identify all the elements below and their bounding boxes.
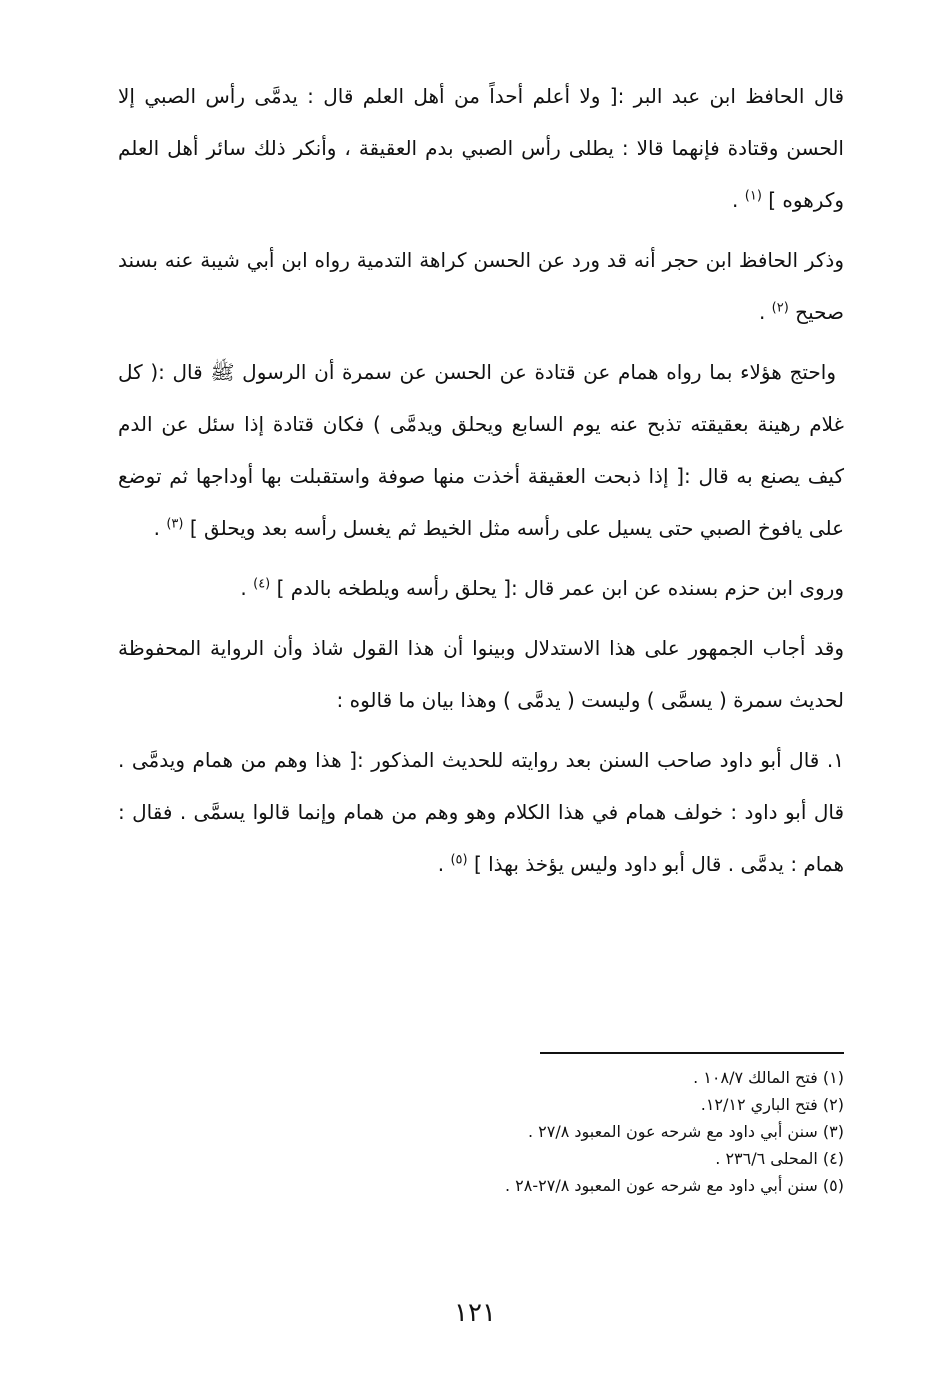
footnote-2: (٢) فتح الباري ١٢/١٢. (700, 1095, 844, 1114)
main-text (118, 70, 844, 898)
page-number: ١٢١ (454, 1298, 496, 1328)
paragraph-1-end: . (732, 188, 739, 212)
footnote-ref-2: (٢) (771, 300, 789, 316)
paragraph-6-end: . (437, 852, 445, 876)
footnote-ref-1: (١) (744, 188, 762, 204)
paragraph-6 (118, 734, 844, 890)
footnote-4: (٤) المحلى ٢٣٦/٦ . (715, 1149, 844, 1168)
footnotes (244, 1064, 844, 1199)
paragraph-1-text: قال الحافظ ابن عبد البر :[ ولا أعلم أحداً من أهل العلم قال : يدمَّى رأس الصبي إلا الحسن وقتادة فإنهما قالا : يطلى رأس الصبي بدم العقيقة ، وأنكر ذلك سائر أهل العلم وكرهوه ] (118, 84, 844, 212)
paragraph-5-text: وقد أجاب الجمهور على هذا الاستدلال وبينوا أن هذا القول شاذ وأن الرواية المحفوظة لحديث سمرة ( يسمَّى ) وليست ( يدمَّى ) وهذا بيان ما قالوه : (118, 636, 844, 712)
footnote-5: (٥) سنن أبي داود مع شرحه عون المعبود ٢٧/٨-٢٨ . (504, 1176, 844, 1195)
paragraph-2-end: . (758, 300, 766, 324)
footnote-divider (540, 1052, 844, 1054)
footnote-3: (٣) سنن أبي داود مع شرحه عون المعبود ٢٧/٨ . (527, 1122, 844, 1141)
paragraph-3 (118, 346, 844, 554)
footnote-1: (١) فتح المالك ١٠٨/٧ . (693, 1068, 844, 1087)
paragraph-6-text: ١. قال أبو داود صاحب السنن بعد روايته للحديث المذكور :[ هذا وهم من همام ويدمَّى . قال أبو داود : خولف همام في هذا الكلام وهو وهم من همام وإنما قالوا يسمَّى . فقال : همام : يدمَّى . قال أبو داود وليس يؤخذ بهذا ] (118, 748, 844, 876)
paragraph-3-end: . (153, 516, 160, 540)
paragraph-1 (118, 70, 844, 226)
footnote-ref-5: (٥) (450, 852, 468, 868)
paragraph-4-end: . (240, 576, 247, 600)
footnote-ref-3: (٣) (166, 516, 184, 532)
paragraph-4 (118, 562, 844, 614)
footnote-ref-4: (٤) (253, 576, 271, 592)
paragraph-5 (118, 622, 844, 726)
paragraph-2 (118, 234, 844, 338)
paragraph-2-text: وذكر الحافظ ابن حجر أنه قد ورد عن الحسن كراهة التدمية رواه ابن أبي شيبة عنه بسند صحيح (118, 248, 844, 324)
paragraph-4-text: وروى ابن حزم بسنده عن ابن عمر قال :[ يحلق رأسه ويلطخه بالدم ] (276, 576, 844, 600)
paragraph-3-text: واحتج هؤلاء بما رواه همام عن قتادة عن الحسن عن سمرة أن الرسول ﷺ قال :( كل غلام رهينة بعقيقته تذبح عنه يوم السابع ويحلق ويدمَّى ) فكان قتادة إذا سئل عن الدم كيف يصنع به قال :[ إذا ذبحت العقيقة أخذت منها صوفة واستقبلت بها أوداجها ثم توضع على يافوخ الصبي حتى يسيل على رأسه مثل الخيط ثم يغسل رأسه بعد ويحلق ] (118, 360, 844, 540)
